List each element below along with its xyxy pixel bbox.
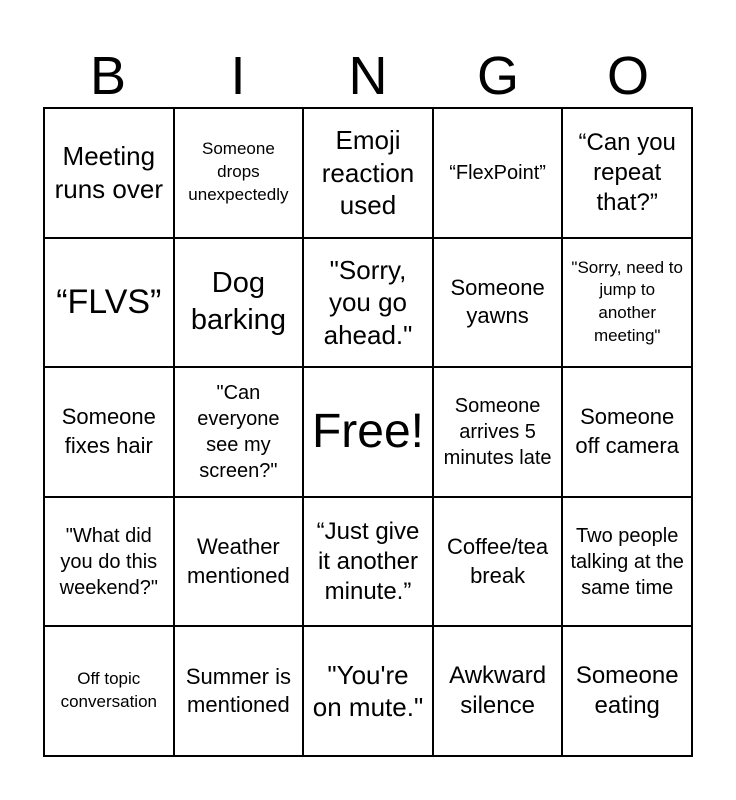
cell-text: Someone yawns: [450, 274, 545, 329]
free-space-cell[interactable]: [303, 367, 433, 497]
bingo-cell[interactable]: [562, 238, 692, 368]
header-letter-n: N: [348, 46, 388, 106]
bingo-cell[interactable]: [303, 626, 433, 756]
bingo-header: [43, 44, 693, 108]
bingo-cell[interactable]: [174, 238, 304, 368]
bingo-cell[interactable]: [44, 238, 174, 368]
cell-text: Awkward silence: [449, 662, 547, 720]
cell-text: Someone arrives 5 minutes late: [443, 394, 552, 469]
cell-text: "You're on mute.": [312, 659, 424, 723]
bingo-cell[interactable]: [174, 108, 304, 238]
cell-text: “Just give it another minute.”: [316, 517, 420, 605]
cell-text: Weather mentioned: [187, 534, 290, 588]
header-letter-o: O: [606, 46, 649, 106]
cell-text: Dog barking: [190, 266, 286, 337]
cell-text: “Can you repeat that?”: [578, 128, 676, 216]
cell-text: Someone off camera: [575, 404, 679, 458]
bingo-cell[interactable]: [303, 238, 433, 368]
bingo-cell[interactable]: [44, 626, 174, 756]
bingo-cell[interactable]: [303, 108, 433, 238]
bingo-cell[interactable]: [562, 497, 692, 627]
bingo-cell[interactable]: [433, 108, 563, 238]
cell-text: “FLVS”: [56, 282, 162, 321]
cell-text: Summer is mentioned: [185, 663, 291, 718]
cell-text: Someone drops unexpectedly: [188, 139, 289, 205]
header-letter-i: I: [230, 46, 246, 106]
bingo-cell[interactable]: [433, 238, 563, 368]
bingo-cell[interactable]: [174, 626, 304, 756]
cell-text: Coffee/tea break: [447, 534, 549, 588]
header-letter-g: G: [476, 46, 519, 106]
bingo-cell[interactable]: [174, 367, 304, 497]
bingo-cell[interactable]: [303, 497, 433, 627]
cell-text: Emoji reaction used: [321, 125, 415, 221]
bingo-cell[interactable]: [433, 367, 563, 497]
cell-text: Two people talking at the same time: [570, 524, 684, 599]
bingo-cell[interactable]: [433, 497, 563, 627]
bingo-cell[interactable]: [562, 626, 692, 756]
bingo-cell[interactable]: [433, 626, 563, 756]
cell-text: Meeting runs over: [54, 141, 163, 204]
cell-text: "What did you do this weekend?": [59, 524, 158, 599]
cell-text: Someone fixes hair: [61, 404, 156, 458]
cell-text: "Sorry, you go ahead.": [323, 254, 413, 350]
header-letter-b: B: [89, 46, 127, 106]
bingo-grid: [43, 107, 693, 757]
bingo-cell[interactable]: [44, 367, 174, 497]
cell-text: “FlexPoint”: [449, 161, 546, 184]
cell-text: Someone eating: [575, 662, 679, 720]
bingo-cell[interactable]: [562, 367, 692, 497]
bingo-cell[interactable]: [44, 108, 174, 238]
cell-text: "Can everyone see my screen?": [197, 381, 280, 482]
cell-text: "Sorry, need to jump to another meeting": [571, 257, 683, 346]
cell-text: Off topic conversation: [60, 669, 157, 712]
bingo-cell[interactable]: [44, 497, 174, 627]
bingo-cell[interactable]: [174, 497, 304, 627]
bingo-cell[interactable]: [562, 108, 692, 238]
free-space-text: Free!: [311, 404, 424, 458]
